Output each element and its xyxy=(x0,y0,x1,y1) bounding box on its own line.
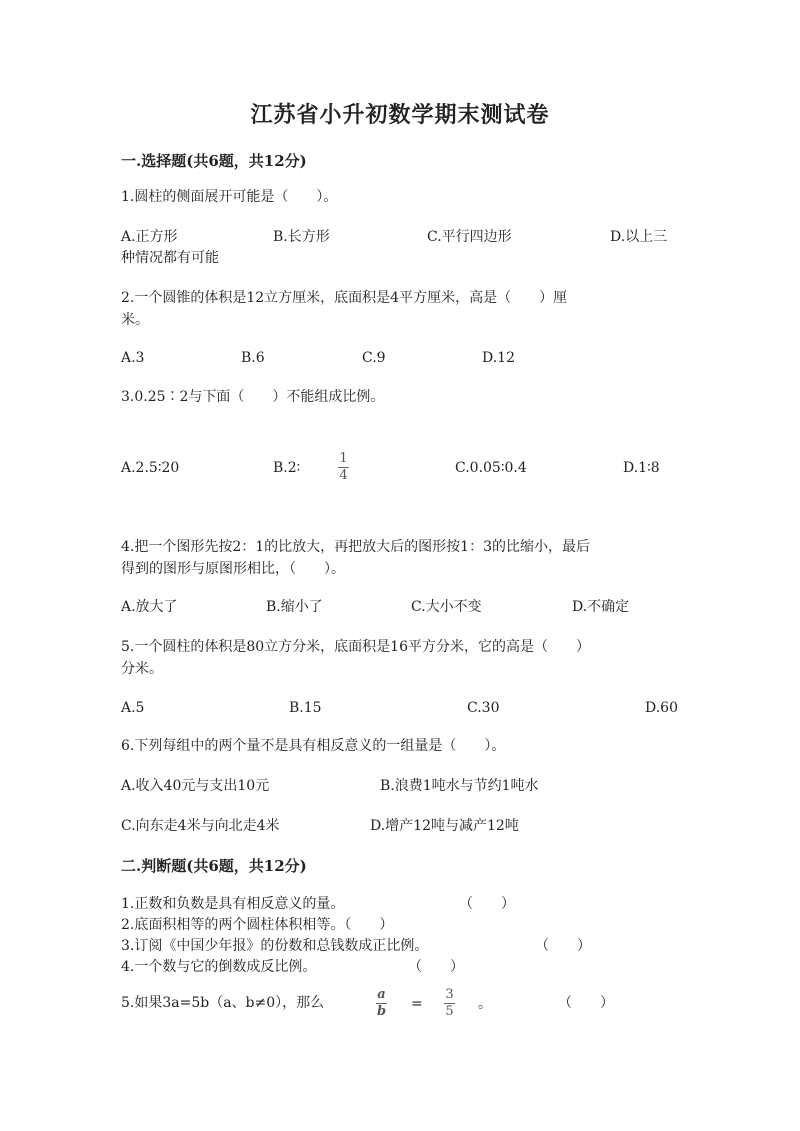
q3-option-a: A.2.5∶20 xyxy=(121,460,180,476)
tf5-fraction-a-over-b xyxy=(376,988,387,1019)
q5-option-d: D.60 xyxy=(645,700,678,716)
section-heading-choice: 一.选择题(共6题，共12分) xyxy=(121,152,307,170)
tf5-equals-sign: = xyxy=(411,996,423,1012)
tf-statement-5: 5.如果3a=5b（a、b≠0），那么 xyxy=(121,995,325,1011)
fraction-numerator: 1 xyxy=(339,451,348,466)
q2-option-a: A.3 xyxy=(121,350,145,366)
tf-statement-1: 1.正数和负数是具有相反意义的量。 xyxy=(121,896,345,912)
question-6: 6.下列每组中的两个量不是具有相反意义的一组量是（ ）。 xyxy=(121,738,506,754)
tf5-period: 。 xyxy=(478,996,492,1012)
question-1: 1.圆柱的侧面展开可能是（ ）。 xyxy=(121,189,338,205)
q6-option-b: B.浪费1吨水与节约1吨水 xyxy=(380,778,539,794)
tf-statement-3: 3.订阅《中国少年报》的份数和总钱数成正比例。 xyxy=(121,938,429,954)
q4-option-b: B.缩小了 xyxy=(266,599,323,615)
tf-answer-blank-3[interactable]: （ ） xyxy=(535,938,591,954)
q1-option-d-cont: 种情况都有可能 xyxy=(121,250,219,266)
q3-option-c: C.0.05∶0.4 xyxy=(455,460,527,476)
q6-option-d: D.增产12吨与减产12吨 xyxy=(370,818,519,834)
section-heading-true-false: 二.判断题(共6题，共12分) xyxy=(121,857,307,875)
q5-option-c: C.30 xyxy=(467,700,500,716)
question-4-line2: 得到的图形与原图形相比，（ ）。 xyxy=(121,561,345,577)
tf-answer-blank-5[interactable]: （ ） xyxy=(558,995,614,1011)
question-3: 3.0.25∶2与下面（ ）不能组成比例。 xyxy=(121,389,385,405)
q1-option-c: C.平行四边形 xyxy=(427,229,512,245)
tf-answer-blank-4[interactable]: （ ） xyxy=(408,959,464,975)
tf-statement-2: 2.底面积相等的两个圆柱体积相等。（ ） xyxy=(121,917,394,933)
q5-option-a: A.5 xyxy=(121,700,145,716)
q1-option-b: B.长方形 xyxy=(273,229,330,245)
q3-option-b: B.2∶ xyxy=(273,460,301,476)
q5-option-b: B.15 xyxy=(289,700,322,716)
question-2-line1: 2.一个圆锥的体积是12立方厘米，底面积是4平方厘米，高是（ ）厘 xyxy=(121,290,568,306)
q1-option-a: A.正方形 xyxy=(121,229,178,245)
q4-option-c: C.大小不变 xyxy=(411,599,482,615)
question-5-line2: 分米。 xyxy=(121,661,163,677)
tf-statement-4: 4.一个数与它的倒数成反比例。 xyxy=(121,959,317,975)
q2-option-b: B.6 xyxy=(241,350,265,366)
fraction-denominator: 4 xyxy=(339,468,348,483)
tf-answer-blank-1[interactable]: （ ） xyxy=(459,896,515,912)
fraction-numerator: a xyxy=(377,987,386,1002)
question-5-line1: 5.一个圆柱的体积是80立方分米，底面积是16平方分米，它的高是（ ） xyxy=(121,639,590,655)
q6-option-a: A.收入40元与支出10元 xyxy=(121,778,270,794)
fraction-denominator: 5 xyxy=(445,1004,454,1019)
question-4-line1: 4.把一个图形先按2：1的比放大，再把放大后的图形按1：3的比缩小，最后 xyxy=(121,539,590,555)
question-2-line2: 米。 xyxy=(121,312,149,328)
fraction-denominator: b xyxy=(376,1004,387,1019)
exam-title: 江苏省小升初数学期末测试卷 xyxy=(250,102,550,128)
fraction-numerator: 3 xyxy=(445,987,454,1002)
q2-option-d: D.12 xyxy=(482,350,515,366)
q4-option-a: A.放大了 xyxy=(121,599,178,615)
q1-option-d: D.以上三 xyxy=(610,229,668,245)
q3-option-d: D.1∶8 xyxy=(623,460,660,476)
q4-option-d: D.不确定 xyxy=(572,599,630,615)
q3-option-b-fraction xyxy=(338,452,349,483)
q6-option-c: C.向东走4米与向北走4米 xyxy=(121,818,280,834)
tf5-fraction-3-over-5 xyxy=(444,988,455,1019)
q2-option-c: C.9 xyxy=(362,350,386,366)
